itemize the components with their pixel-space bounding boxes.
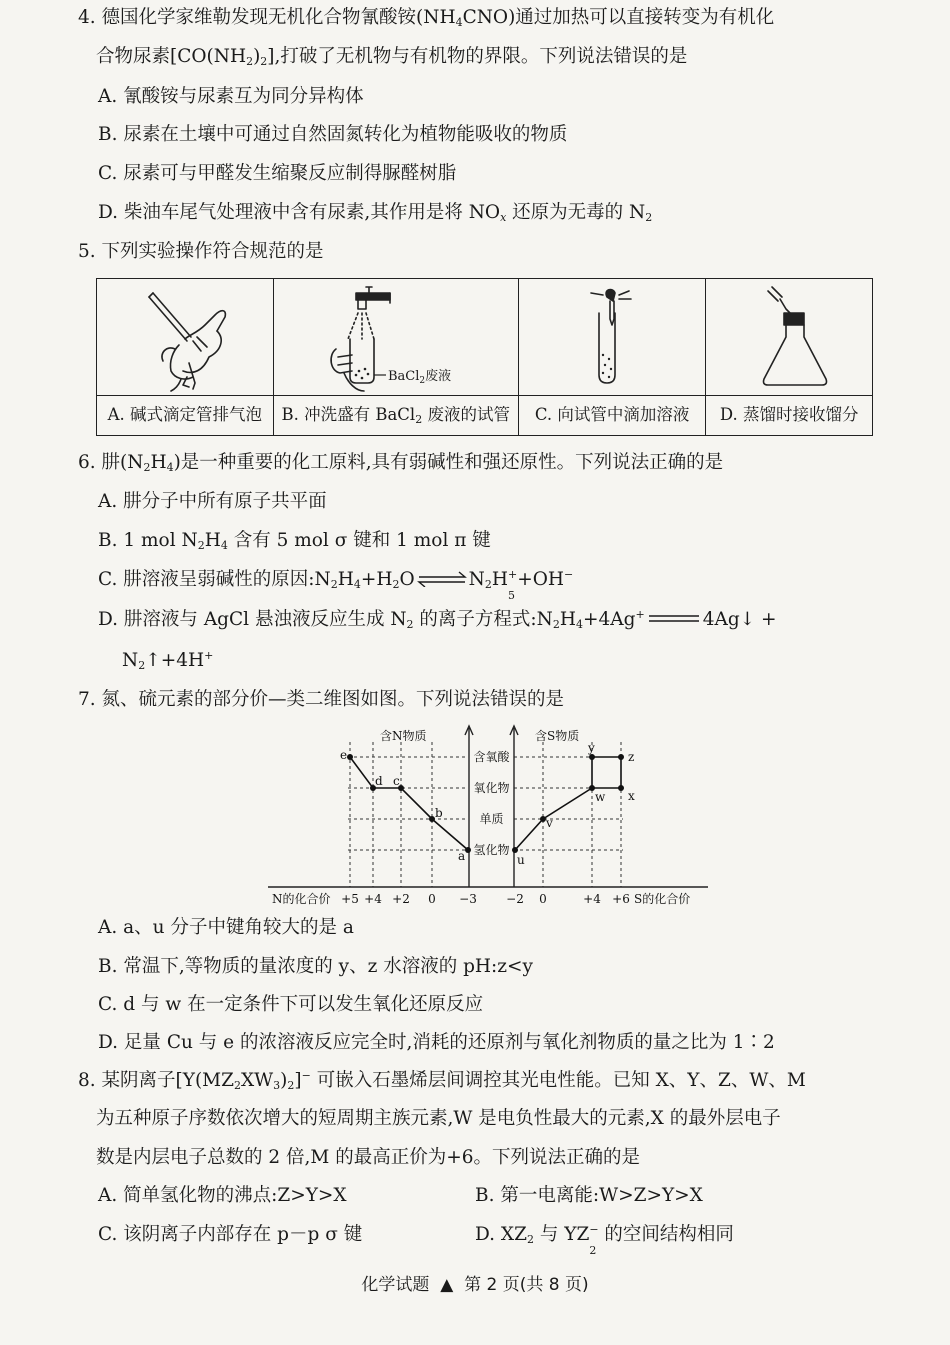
q5-stem: 5. 下列实验操作符合规范的是: [78, 241, 324, 262]
q6-option-c: C. 肼溶液呈弱碱性的原因$:N_2H_4+H_2O$ $N_2H^+$ 5 +OH−: [98, 568, 574, 602]
q8-option-c: C. 该阴离子内部存在 p－p σ 键: [98, 1224, 363, 1245]
category-label: 单质: [479, 812, 504, 826]
category-label: 氢化物: [473, 843, 510, 857]
q6-option-d-line2: $N_2↑+4H^+$: [122, 649, 214, 672]
bacl2-waste-label: BaCl$_2$废液: [387, 369, 451, 386]
experiment-cell-c: [519, 279, 707, 435]
q8-stem-line2: 为五种原子序数依次增大的短周期主族元素,W 是电负性最大的元素,X 的最外层电子: [96, 1108, 781, 1129]
caption-d: D. 蒸馏时接收馏分: [706, 395, 872, 435]
s-point-label: z: [628, 750, 635, 764]
valence-class-chart: [260, 722, 720, 907]
n-substance-title: 含N物质: [380, 729, 427, 743]
experiment-cell-b: [274, 279, 519, 435]
q4-option-d: D. 柴油车尾气处理液中含有尿素,其作用是将 $NO_x$ 还原为无毒的 $N_2$: [98, 202, 653, 224]
caption-b: B. 冲洗盛有 BaCl$_2$ 废液的试管: [274, 395, 518, 435]
n-point-label: a: [458, 849, 466, 863]
q8-option-d: D. $XZ_2$ 与 YZ− 2 的空间结构相同: [475, 1223, 734, 1257]
q8-stem-line1: 8. 某阴离子$[Y(MZ_2XW_3)_2]^-$ 可嵌入石墨烯层间调控其光电性能。已知 X、Y、Z、W、M: [78, 1069, 806, 1092]
n-point-label: d: [375, 774, 383, 788]
page-footer: [0, 1270, 950, 1295]
s-substance-title: 含S物质: [535, 729, 580, 743]
equals-arrow-icon: [647, 610, 701, 626]
q4-stem-line2: 合物尿素$[CO(NH_2)_2]$,打破了无机物与有机物的界限。下列说法错误的是: [96, 46, 688, 68]
n-tick-label: +4: [364, 892, 382, 906]
s-axis-label: S的化合价: [634, 892, 691, 906]
s-point-label: x: [628, 789, 635, 803]
s-point-label: u: [517, 853, 525, 867]
s-tick-label: +6: [612, 892, 630, 906]
q7-option-c: C. d 与 w 在一定条件下可以发生氧化还原反应: [98, 994, 484, 1015]
tap-rinsing-test-tube-illustration: [274, 279, 520, 396]
footer-triangle-icon: ▲: [440, 1275, 454, 1295]
q6-stem: 6. 肼$(N_2H_4)$是一种重要的化工原料,具有弱碱性和强还原性。下列说法正确的是: [78, 452, 724, 474]
n-tick-label: −3: [459, 892, 477, 906]
q7-option-a: A. a、u 分子中键角较大的是 a: [98, 917, 354, 938]
dropper-test-tube-illustration: [519, 279, 707, 396]
s-point-label: y: [588, 741, 595, 755]
q7-stem: 7. 氮、硫元素的部分价—类二维图如图。下列说法错误的是: [78, 689, 565, 710]
n-point: [347, 754, 353, 760]
q8-stem-line3: 数是内层电子总数的 2 倍,M 的最高正价为+6。下列说法正确的是: [96, 1147, 641, 1168]
q7-option-b: B. 常温下,等物质的量浓度的 y、z 水溶液的 pH:z<y: [98, 956, 533, 977]
s-point-label: w: [595, 790, 606, 804]
s-tick-label: 0: [539, 892, 547, 906]
n-point: [465, 847, 471, 853]
q4-option-a: A. 氰酸铵与尿素互为同分异构体: [98, 86, 364, 107]
experiment-cell-a: [97, 279, 274, 435]
q4-option-c: C. 尿素可与甲醛发生缩聚反应制得脲醛树脂: [98, 163, 457, 184]
s-box: [592, 757, 621, 788]
distillation-flask-illustration: [706, 279, 872, 396]
q8-option-a: A. 简单氢化物的沸点:Z>Y>X: [98, 1185, 347, 1206]
caption-a: A. 碱式滴定管排气泡: [97, 395, 273, 435]
n-tick-label: 0: [428, 892, 436, 906]
s-point: [618, 785, 624, 791]
n-tick-label: +5: [341, 892, 359, 906]
s-point: [618, 754, 624, 760]
footer-subject: 化学试题: [361, 1275, 430, 1295]
experiment-cell-d: [706, 279, 872, 435]
q7-option-d: D. 足量 Cu 与 e 的浓溶液反应完全时,消耗的还原剂与氧化剂物质的量之比为 1∶2: [98, 1032, 775, 1053]
n-axis-label: N的化合价: [272, 892, 331, 906]
s-point-label: v: [546, 816, 553, 830]
q8-option-b: B. 第一电离能:W>Z>Y>X: [475, 1185, 703, 1206]
q4-stem-line1: 4. 德国化学家维勒发现无机化合物氰酸铵$(NH_4CNO)$通过加热可以直接转变为有机化: [78, 7, 775, 29]
n-series-line: [350, 757, 468, 850]
category-label: 含氧酸: [473, 750, 510, 764]
q6-option-a: A. 肼分子中所有原子共平面: [98, 491, 327, 512]
n-point-label: b: [435, 806, 443, 820]
q6-option-d-line1: D. 肼溶液与 AgCl 悬浊液反应生成 $N_2$ 的离子方程式$:N_2H_4+4Ag^+$ 4Ag↓ +: [98, 608, 777, 631]
s-tick-label: +4: [583, 892, 601, 906]
s-tick-label: −2: [506, 892, 524, 906]
n-point-label: e: [340, 748, 348, 762]
n-point-label: c: [393, 774, 400, 788]
burette-bubble-removal-illustration: [97, 279, 274, 396]
reversible-arrow-icon: [417, 571, 467, 587]
experiment-table: [96, 278, 873, 436]
n-tick-label: +2: [392, 892, 410, 906]
caption-c: C. 向试管中滴加溶液: [519, 395, 706, 435]
q4-option-b: B. 尿素在土壤中可通过自然固氮转化为植物能吸收的物质: [98, 124, 568, 145]
q6-option-b: B. 1 mol $N_2H_4$ 含有 5 mol σ 键和 1 mol π 键: [98, 530, 491, 552]
footer-page-number: 第 2 页(共 8 页): [464, 1275, 589, 1295]
category-label: 氧化物: [473, 781, 510, 795]
